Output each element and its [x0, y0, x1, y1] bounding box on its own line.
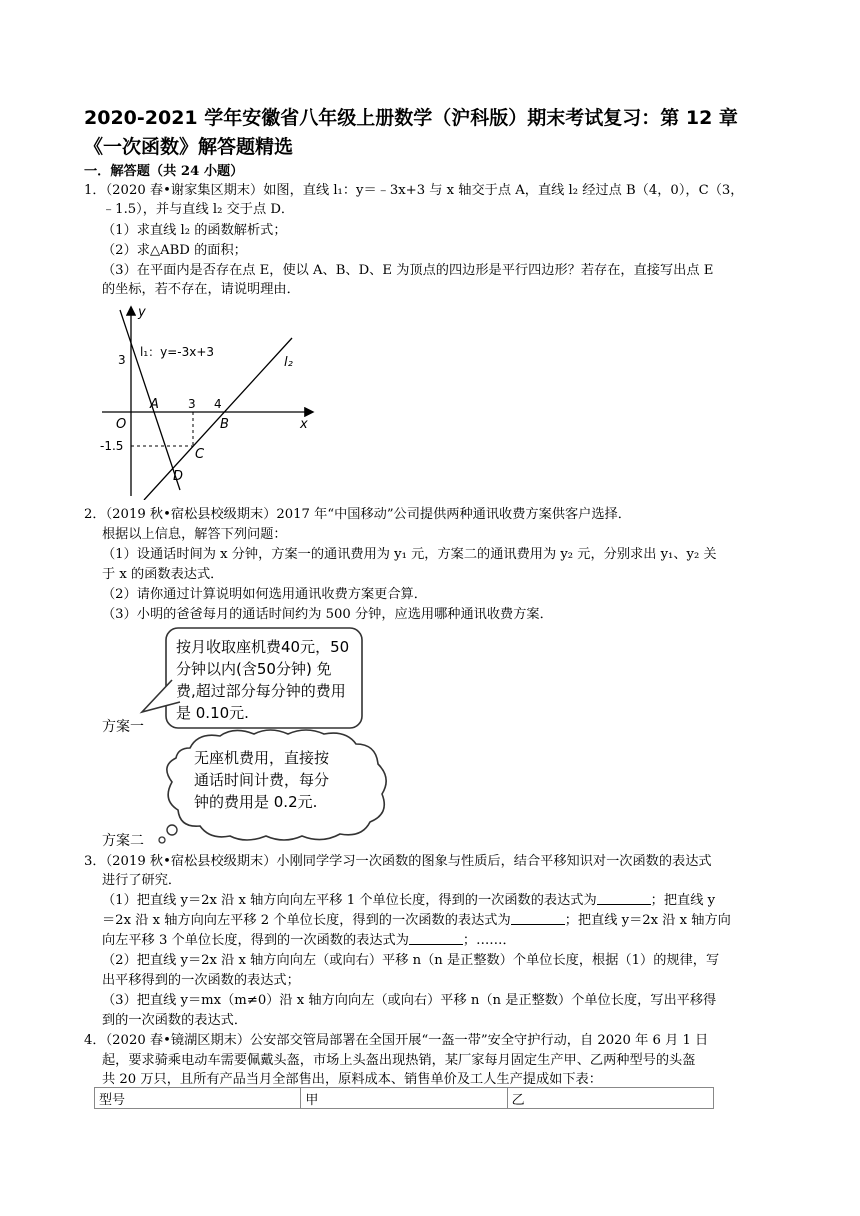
plan1-text-2: 分钟以内(含50分钟) 免	[176, 660, 332, 678]
q1-sub-2: （2）求△ABD 的面积；	[102, 243, 247, 258]
q1-line-2: ﹣1.5），并与直线 l₂ 交于点 D．	[102, 202, 295, 217]
plan2-text-1: 无座机费用，直接按	[194, 749, 330, 767]
q1-line-1: 1．（2020 春•谢家集区期末）如图，直线 l₁：y＝﹣3x+3 与 x 轴交于点 A，直线 l₂ 经过点 B（4，0），C（3，	[84, 183, 744, 198]
plan1-text-3: 费,超过部分每分钟的费用	[176, 682, 346, 700]
title-line-2: 《一次函数》解答题精选	[84, 136, 294, 158]
q1-sub-1: （1）求直线 l₂ 的函数解析式；	[102, 223, 287, 238]
q1-coordinate-graph	[96, 300, 326, 500]
q2-sub-3: （3）小明的爸爸每月的通话时间约为 500 分钟，应选用哪种通讯收费方案．	[102, 607, 553, 622]
q1-sub-3a: （3）在平面内是否存在点 E，使以 A、B、D、E 为顶点的四边形是平行四边形？若存在，直接写出点 E	[102, 263, 714, 278]
document-title	[84, 104, 784, 162]
table-header-jia: 甲	[301, 1088, 507, 1109]
section-heading: 一．解答题（共 24 小题）	[84, 164, 244, 179]
tick-y-3: 3	[118, 353, 126, 367]
table-header-yi: 乙	[507, 1088, 713, 1109]
plan1-text-4: 是 0.10元.	[176, 704, 249, 722]
q3-sub-3a: （3）把直线 y＝mx（m≠0）沿 x 轴方向向左（或向右）平移 n（n 是正整数）个单位长度，写出平移得	[102, 993, 717, 1008]
q3-sub-1b-tail: ；把直线 y＝2x 沿 x 轴方向	[564, 913, 731, 928]
plan2-text-3: 钟的费用是 0.2元.	[194, 793, 318, 811]
q4-line-2: 起，要求骑乘电动车需要佩戴头盔，市场上头盔出现热销，某厂家每月固定生产甲、乙两种型号的头盔	[102, 1053, 696, 1068]
tick-x-3: 3	[188, 397, 196, 411]
answer-blank-3[interactable]	[409, 932, 463, 945]
q3-sub-3b: 到的一次函数的表达式．	[102, 1013, 248, 1028]
tick-x-4: 4	[214, 397, 222, 411]
q1-sub-3b: 的坐标，若不存在，请说明理由．	[102, 282, 300, 297]
tick-y-neg: -1.5	[100, 439, 124, 453]
answer-blank-2[interactable]	[511, 912, 565, 925]
q3-sub-1a	[102, 891, 715, 910]
table-row	[95, 1088, 714, 1109]
x-axis-label: x	[300, 417, 308, 432]
plan2-label: 方案二	[102, 833, 144, 849]
q2-line-1: 2．（2019 秋•宿松县校级期末）2017 年“中国移动”公司提供两种通讯收费方案供客户选择．	[84, 507, 631, 522]
plan2-text-2: 通话时间计费，每分	[194, 771, 330, 789]
q2-sub-1b: 于 x 的函数表达式．	[102, 567, 224, 582]
line-l2	[144, 338, 292, 500]
q2-line-2: 根据以上信息，解答下列问题：	[102, 527, 287, 542]
point-d-label: D	[173, 469, 184, 484]
q3-line-1: 3．（2019 秋•宿松县校级期末）小刚同学学习一次函数的图象与性质后，结合平移知识对一次函数的表达式	[84, 854, 712, 869]
q3-line-2: 进行了研究．	[102, 873, 182, 888]
q3-sub-1c-tail: ；……．	[462, 933, 516, 948]
y-axis-label: y	[138, 305, 146, 320]
q3-sub-2a: （2）把直线 y＝2x 沿 x 轴方向向左（或向右）平移 n（n 是正整数）个单位长度，根据（1）的规律，写	[102, 953, 720, 968]
point-b-label: B	[220, 417, 229, 432]
q3-sub-1a-tail: ；把直线 y	[650, 893, 716, 908]
point-a-label: A	[150, 397, 159, 412]
answer-blank-1[interactable]	[597, 892, 651, 905]
q3-sub-1c	[102, 931, 516, 950]
plan1-label: 方案一	[102, 719, 144, 735]
q3-sub-1b	[102, 911, 731, 930]
table-header-type: 型号	[95, 1088, 301, 1109]
origin-label: O	[116, 417, 127, 432]
q3-sub-2b: 出平移得到的一次函数的表达式；	[102, 973, 300, 988]
q4-line-1: 4．（2020 春•镜湖区期末）公安部交管局部署在全国开展“一盔一带”安全守护行动，自 2020 年 6 月 1 日	[84, 1033, 709, 1048]
q3-sub-1a-text: （1）把直线 y＝2x 沿 x 轴方向向左平移 1 个单位长度，得到的一次函数的表达式为	[102, 893, 597, 908]
title-line-1: 2020-2021 学年安徽省八年级上册数学（沪科版）期末考试复习：第 12 章	[84, 107, 738, 129]
l1-label: l₁：y=-3x+3	[140, 345, 215, 359]
l2-label: l₂	[284, 355, 293, 370]
q3-sub-1c-text: 向左平移 3 个单位长度，得到的一次函数的表达式为	[102, 933, 409, 948]
q4-line-3: 共 20 万只，且所有产品当月全部售出，原料成本、销售单价及工人生产提成如下表：	[102, 1072, 602, 1087]
q2-sub-1a: （1）设通话时间为 x 分钟，方案一的通讯费用为 y₁ 元，方案二的通讯费用为 y₂ 元，分别求出 y₁、y₂ 关	[102, 547, 717, 562]
point-c-label: C	[195, 447, 205, 462]
plan1-text-1: 按月收取座机费40元，50	[176, 638, 350, 656]
q2-sub-2: （2）请你通过计算说明如何选用通讯收费方案更合算．	[102, 587, 427, 602]
q3-sub-1b-text: ＝2x 沿 x 轴方向向左平移 2 个单位长度，得到的一次函数的表达式为	[102, 913, 511, 928]
q4-table	[94, 1087, 714, 1109]
